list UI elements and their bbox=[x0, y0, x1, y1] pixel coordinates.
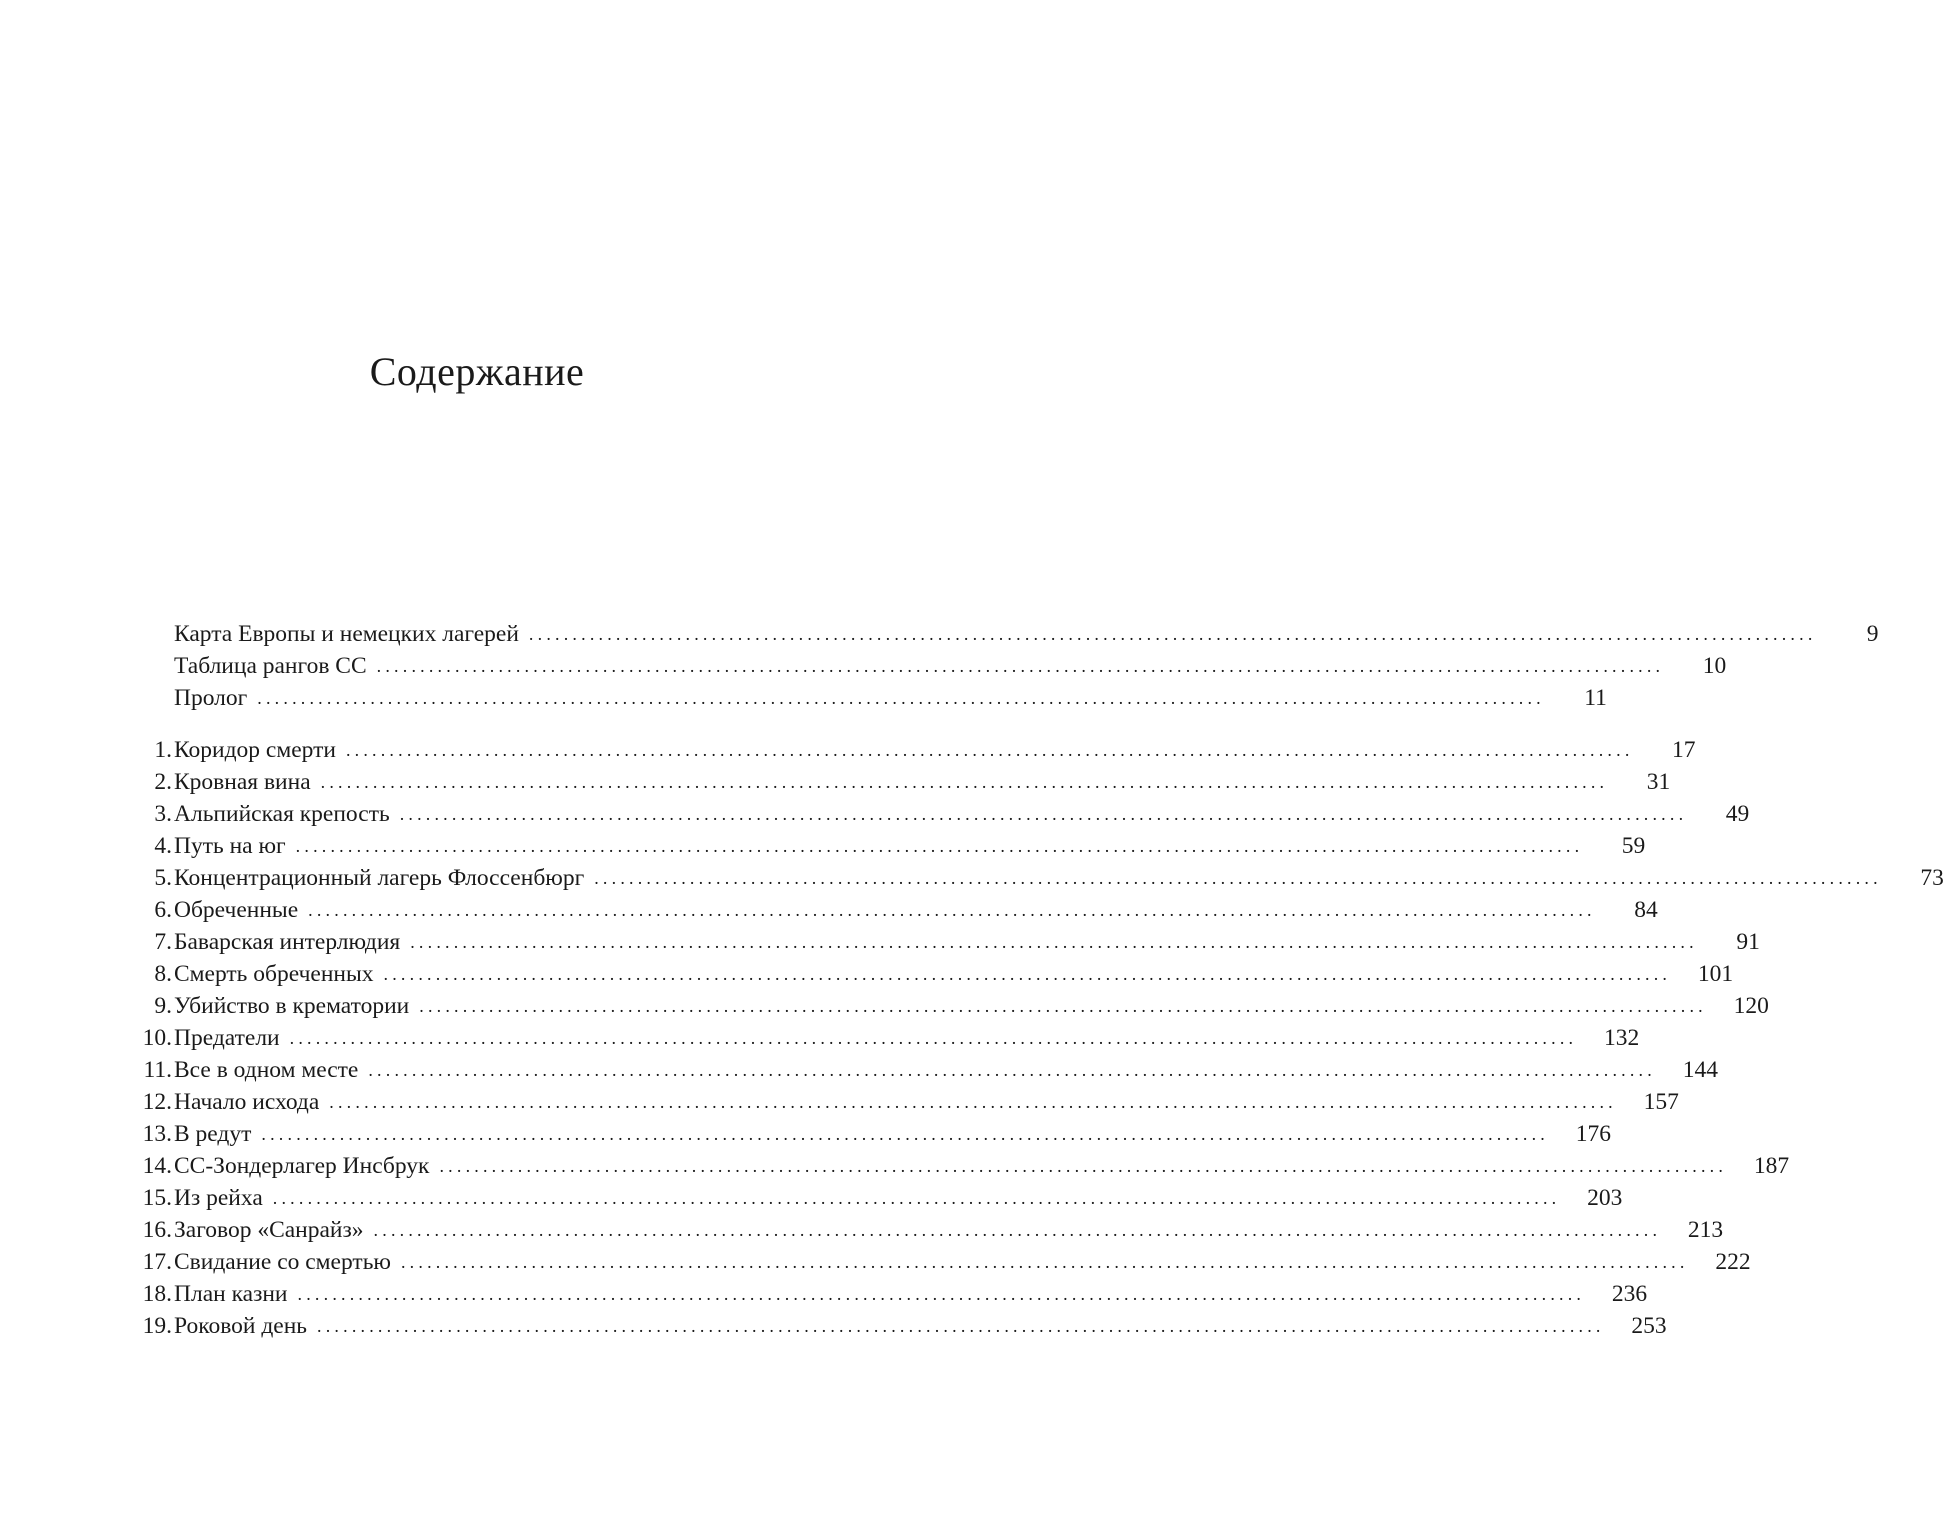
dot-leader: .................................................................................................................................................... bbox=[399, 804, 1688, 824]
chapter-number: 11. bbox=[143, 1057, 172, 1083]
chapter-page: 144 bbox=[1682, 1057, 1718, 1083]
chapter-number: 13. bbox=[142, 1121, 172, 1147]
chapter-page: 59 bbox=[1621, 833, 1646, 859]
chapter-number: 15. bbox=[142, 1185, 172, 1211]
toc-chapter-entry[interactable] bbox=[120, 1086, 1679, 1118]
toc-entry[interactable] bbox=[120, 650, 1727, 682]
toc-entry-page: 10 bbox=[1702, 653, 1727, 679]
toc-chapter-entry[interactable] bbox=[120, 734, 1696, 766]
dot-leader: .................................................................................................................................................... bbox=[317, 1316, 1605, 1336]
chapter-number: 8. bbox=[154, 961, 172, 987]
dot-leader: .................................................................................................................................................... bbox=[308, 900, 1596, 920]
toc-chapter-entry[interactable] bbox=[120, 926, 1760, 958]
chapter-title: Все в одном месте bbox=[174, 1057, 359, 1083]
chapter-title: Начало исхода bbox=[174, 1089, 320, 1115]
toc-chapter-entry[interactable] bbox=[120, 1278, 1648, 1310]
dot-leader: .................................................................................................................................................... bbox=[295, 836, 1584, 856]
toc-entry[interactable] bbox=[120, 682, 1607, 714]
chapter-page: 213 bbox=[1687, 1217, 1724, 1243]
toc-chapter-entry[interactable] bbox=[120, 1054, 1718, 1086]
chapter-title: Обреченные bbox=[174, 897, 299, 923]
dot-leader: .................................................................................................................................................... bbox=[373, 1220, 1662, 1240]
chapter-page: 222 bbox=[1715, 1249, 1751, 1275]
chapter-title: В редут bbox=[174, 1121, 252, 1147]
chapter-page: 120 bbox=[1733, 993, 1769, 1019]
chapter-number: 4. bbox=[154, 833, 172, 859]
chapter-page: 17 bbox=[1672, 737, 1696, 763]
chapter-title: Убийство в крематории bbox=[174, 993, 410, 1019]
chapter-number: 3. bbox=[154, 801, 172, 827]
chapter-title: Альпийская крепость bbox=[174, 801, 390, 827]
chapter-page: 91 bbox=[1736, 929, 1760, 955]
toc-chapter-entry[interactable] bbox=[120, 862, 1944, 894]
chapter-number: 6. bbox=[154, 897, 172, 923]
chapter-number: 16. bbox=[142, 1217, 172, 1243]
chapter-page: 101 bbox=[1697, 961, 1734, 987]
chapter-title: Из рейха bbox=[174, 1185, 263, 1211]
chapter-number: 1. bbox=[154, 737, 172, 763]
dot-leader: .................................................................................................................................................... bbox=[345, 740, 1634, 760]
dot-leader: .................................................................................................................................................... bbox=[289, 1028, 1578, 1048]
toc-entry-title: Карта Европы и немецких лагерей bbox=[174, 621, 519, 647]
chapter-page: 132 bbox=[1603, 1025, 1640, 1051]
dot-leader: .................................................................................................................................................... bbox=[329, 1092, 1617, 1112]
section-spacer bbox=[120, 714, 832, 734]
dot-leader: .................................................................................................................................................... bbox=[400, 1252, 1689, 1272]
dot-leader: .................................................................................................................................................... bbox=[376, 656, 1665, 676]
dot-leader: .................................................................................................................................................... bbox=[368, 1060, 1656, 1080]
toc-chapter-entry[interactable] bbox=[120, 894, 1658, 926]
chapter-title: Предатели bbox=[174, 1025, 280, 1051]
toc-chapter-entry[interactable] bbox=[120, 1214, 1724, 1246]
toc-chapter-entry[interactable] bbox=[120, 1246, 1751, 1278]
toc-chapter-entry[interactable] bbox=[120, 766, 1671, 798]
chapter-page: 49 bbox=[1725, 801, 1750, 827]
dot-leader: .................................................................................................................................................... bbox=[297, 1284, 1586, 1304]
chapter-title: План казни bbox=[174, 1281, 288, 1307]
toc-entry-page: 9 bbox=[1866, 621, 1879, 647]
front-matter-list bbox=[120, 618, 1879, 714]
chapter-title: Свидание со смертью bbox=[174, 1249, 391, 1275]
toc-entry-title: Таблица рангов СС bbox=[174, 653, 367, 679]
chapter-number: 18. bbox=[142, 1281, 172, 1307]
toc-chapter-entry[interactable] bbox=[120, 830, 1646, 862]
chapter-number: 14. bbox=[142, 1153, 172, 1179]
chapter-page: 73 bbox=[1920, 865, 1944, 891]
chapter-page: 31 bbox=[1646, 769, 1671, 795]
chapter-title: Кровная вина bbox=[174, 769, 311, 795]
toc-chapter-entry[interactable] bbox=[120, 990, 1769, 1022]
chapter-page: 84 bbox=[1634, 897, 1658, 923]
dot-leader: .................................................................................................................................................... bbox=[528, 624, 1817, 644]
toc-entry-title: Пролог bbox=[174, 685, 248, 711]
chapter-page: 176 bbox=[1575, 1121, 1612, 1147]
chapter-page: 157 bbox=[1643, 1089, 1679, 1115]
chapter-title: Заговор «Санрайз» bbox=[174, 1217, 364, 1243]
chapter-number: 9. bbox=[154, 993, 172, 1019]
toc-entry-page: 11 bbox=[1584, 685, 1607, 711]
toc-chapter-entry[interactable] bbox=[120, 1182, 1623, 1214]
chapter-number: 2. bbox=[154, 769, 172, 795]
chapter-page: 253 bbox=[1631, 1313, 1667, 1339]
dot-leader: .................................................................................................................................................... bbox=[594, 868, 1882, 888]
dot-leader: .................................................................................................................................................... bbox=[410, 932, 1698, 952]
chapter-title: Роковой день bbox=[174, 1313, 308, 1339]
chapter-page: 236 bbox=[1611, 1281, 1648, 1307]
chapter-number: 7. bbox=[154, 929, 172, 955]
chapter-title: Коридор смерти bbox=[174, 737, 336, 763]
chapter-number: 17. bbox=[142, 1249, 172, 1275]
dot-leader: .................................................................................................................................................... bbox=[261, 1124, 1550, 1144]
dot-leader: .................................................................................................................................................... bbox=[383, 964, 1672, 984]
chapter-page: 203 bbox=[1587, 1185, 1623, 1211]
dot-leader: .................................................................................................................................................... bbox=[272, 1188, 1561, 1208]
chapter-number: 19. bbox=[142, 1313, 172, 1339]
toc-chapter-entry[interactable] bbox=[120, 1150, 1790, 1182]
page-title: Содержание bbox=[369, 349, 585, 394]
chapter-title: Концентрационный лагерь Флоссенбюрг bbox=[174, 865, 585, 891]
dot-leader: .................................................................................................................................................... bbox=[439, 1156, 1728, 1176]
chapter-number: 5. bbox=[154, 865, 172, 891]
chapter-title: Смерть обреченных bbox=[174, 961, 374, 987]
toc-chapter-entry[interactable] bbox=[120, 1118, 1612, 1150]
table-of-contents bbox=[120, 618, 1944, 1342]
chapter-title: СС-Зондерлагер Инсбрук bbox=[174, 1153, 430, 1179]
dot-leader: .................................................................................................................................................... bbox=[320, 772, 1609, 792]
toc-chapter-entry[interactable] bbox=[120, 1022, 1640, 1054]
toc-chapter-entry[interactable] bbox=[120, 798, 1750, 830]
chapter-page: 187 bbox=[1753, 1153, 1790, 1179]
chapter-list bbox=[120, 734, 1944, 1342]
chapter-title: Баварская интерлюдия bbox=[174, 929, 401, 955]
toc-chapter-entry[interactable] bbox=[120, 1310, 1667, 1342]
chapter-title: Путь на юг bbox=[174, 833, 286, 859]
dot-leader: .................................................................................................................................................... bbox=[257, 688, 1545, 708]
chapter-number: 10. bbox=[142, 1025, 172, 1051]
chapter-number: 12. bbox=[142, 1089, 172, 1115]
dot-leader: .................................................................................................................................................... bbox=[419, 996, 1707, 1016]
toc-entry[interactable] bbox=[120, 618, 1879, 650]
toc-chapter-entry[interactable] bbox=[120, 958, 1734, 990]
